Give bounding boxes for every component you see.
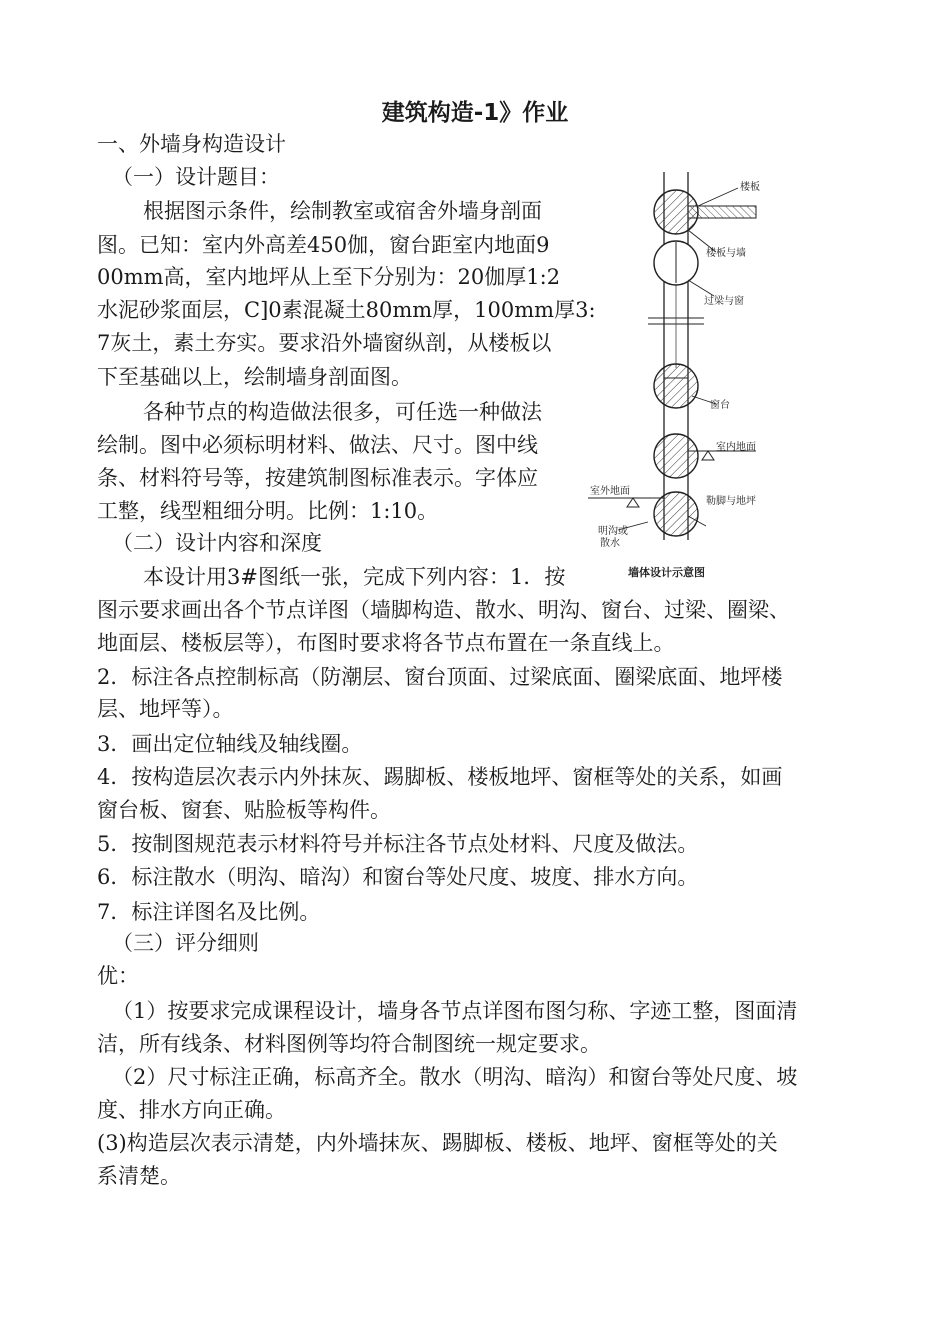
criteria-line: （1）按要求完成课程设计，墙身各节点详图布图匀称、字迹工整，图面清 (112, 999, 798, 1023)
list-item: 6．标注散水（明沟、暗沟）和窗台等处尺度、坡度、排水方向。 (97, 865, 699, 889)
wall-schematic-drawing (588, 168, 788, 588)
paragraph-line: 工整，线型粗细分明。比例：1:10。 (97, 499, 439, 523)
paragraph-line: 图。已知：室内外高差450伽，窗台距室内地面9 (97, 233, 550, 257)
label-outdoor-ground: 室外地面 (590, 486, 630, 497)
subsection-heading-2: （二）设计内容和深度 (112, 531, 322, 555)
paragraph-line: 各种节点的构造做法很多，可任选一种做法 (143, 400, 542, 424)
criteria-line: 系清楚。 (97, 1164, 181, 1188)
paragraph-line: 地面层、楼板层等），布图时要求将各节点布置在一条直线上。 (97, 631, 675, 655)
label-windowsill: 窗台 (710, 400, 730, 411)
criteria-line: (3)构造层次表示清楚，内外墙抹灰、踢脚板、楼板、地坪、窗框等处的关 (97, 1131, 778, 1155)
paragraph-line: 条、材料符号等，按建筑制图标准表示。字体应 (97, 466, 538, 490)
label-slab-wall: 楼板与墙 (706, 248, 746, 259)
list-item: 3．画出定位轴线及轴线圈。 (97, 732, 363, 756)
paragraph-line: 00mm高，室内地坪从上至下分别为：20伽厚1:2 (97, 265, 561, 289)
document-title: 建筑构造-1》作业 (381, 100, 569, 126)
label-drain-1: 明沟或 (598, 526, 628, 537)
paragraph-line: 下至基础以上，绘制墙身剖面图。 (97, 365, 412, 389)
criteria-line: 度、排水方向正确。 (97, 1098, 286, 1122)
list-item: 2．标注各点控制标高（防潮层、窗台顶面、过梁底面、圈梁底面、地坪楼 (97, 665, 783, 689)
label-lintel-window: 过梁与窗 (704, 296, 744, 307)
paragraph-line: 水泥砂浆面层，C]0素混凝土80mm厚，100mm厚3: (97, 298, 596, 322)
paragraph-line: 图示要求画出各个节点详图（墙脚构造、散水、明沟、窗台、过梁、圈梁、 (97, 598, 790, 622)
grade-label: 优： (97, 964, 139, 988)
label-plinth-floor: 勒脚与地坪 (706, 496, 756, 507)
leader-lines (618, 188, 738, 530)
label-indoor-ground: 室内地面 (716, 442, 756, 453)
list-item: 4．按构造层次表示内外抹灰、踢脚板、楼板地坪、窗框等处的关系，如画 (97, 765, 783, 789)
paragraph-line: 7灰土，素土夯实。要求沿外墙窗纵剖，从楼板以 (97, 331, 552, 355)
section-heading-1: 一、外墙身构造设计 (97, 132, 286, 156)
wall-schematic-figure (588, 168, 788, 588)
paragraph-line: 本设计用3#图纸一张，完成下列内容：1．按 (143, 565, 566, 589)
criteria-line: 洁，所有线条、材料图例等均符合制图统一规定要求。 (97, 1032, 601, 1056)
list-item: 5．按制图规范表示材料符号并标注各节点处材料、尺度及做法。 (97, 832, 699, 856)
list-item: 窗台板、窗套、贴脸板等构件。 (97, 798, 391, 822)
paragraph-line: 根据图示条件，绘制教室或宿舍外墙身剖面 (143, 199, 542, 223)
list-item: 7．标注详图名及比例。 (97, 900, 321, 924)
figure-caption: 墙体设计示意图 (628, 566, 705, 579)
list-item: 层、地坪等）。 (97, 697, 234, 721)
subsection-heading-1: （一）设计题目： (112, 165, 280, 189)
label-drain-2: 散水 (600, 538, 620, 549)
criteria-line: （2）尺寸标注正确，标高齐全。散水（明沟、暗沟）和窗台等处尺度、坡 (112, 1065, 798, 1089)
label-floor-slab: 楼板 (740, 182, 760, 193)
paragraph-line: 绘制。图中必须标明材料、做法、尺寸。图中线 (97, 433, 538, 457)
subsection-heading-3: （三）评分细则 (112, 931, 259, 955)
